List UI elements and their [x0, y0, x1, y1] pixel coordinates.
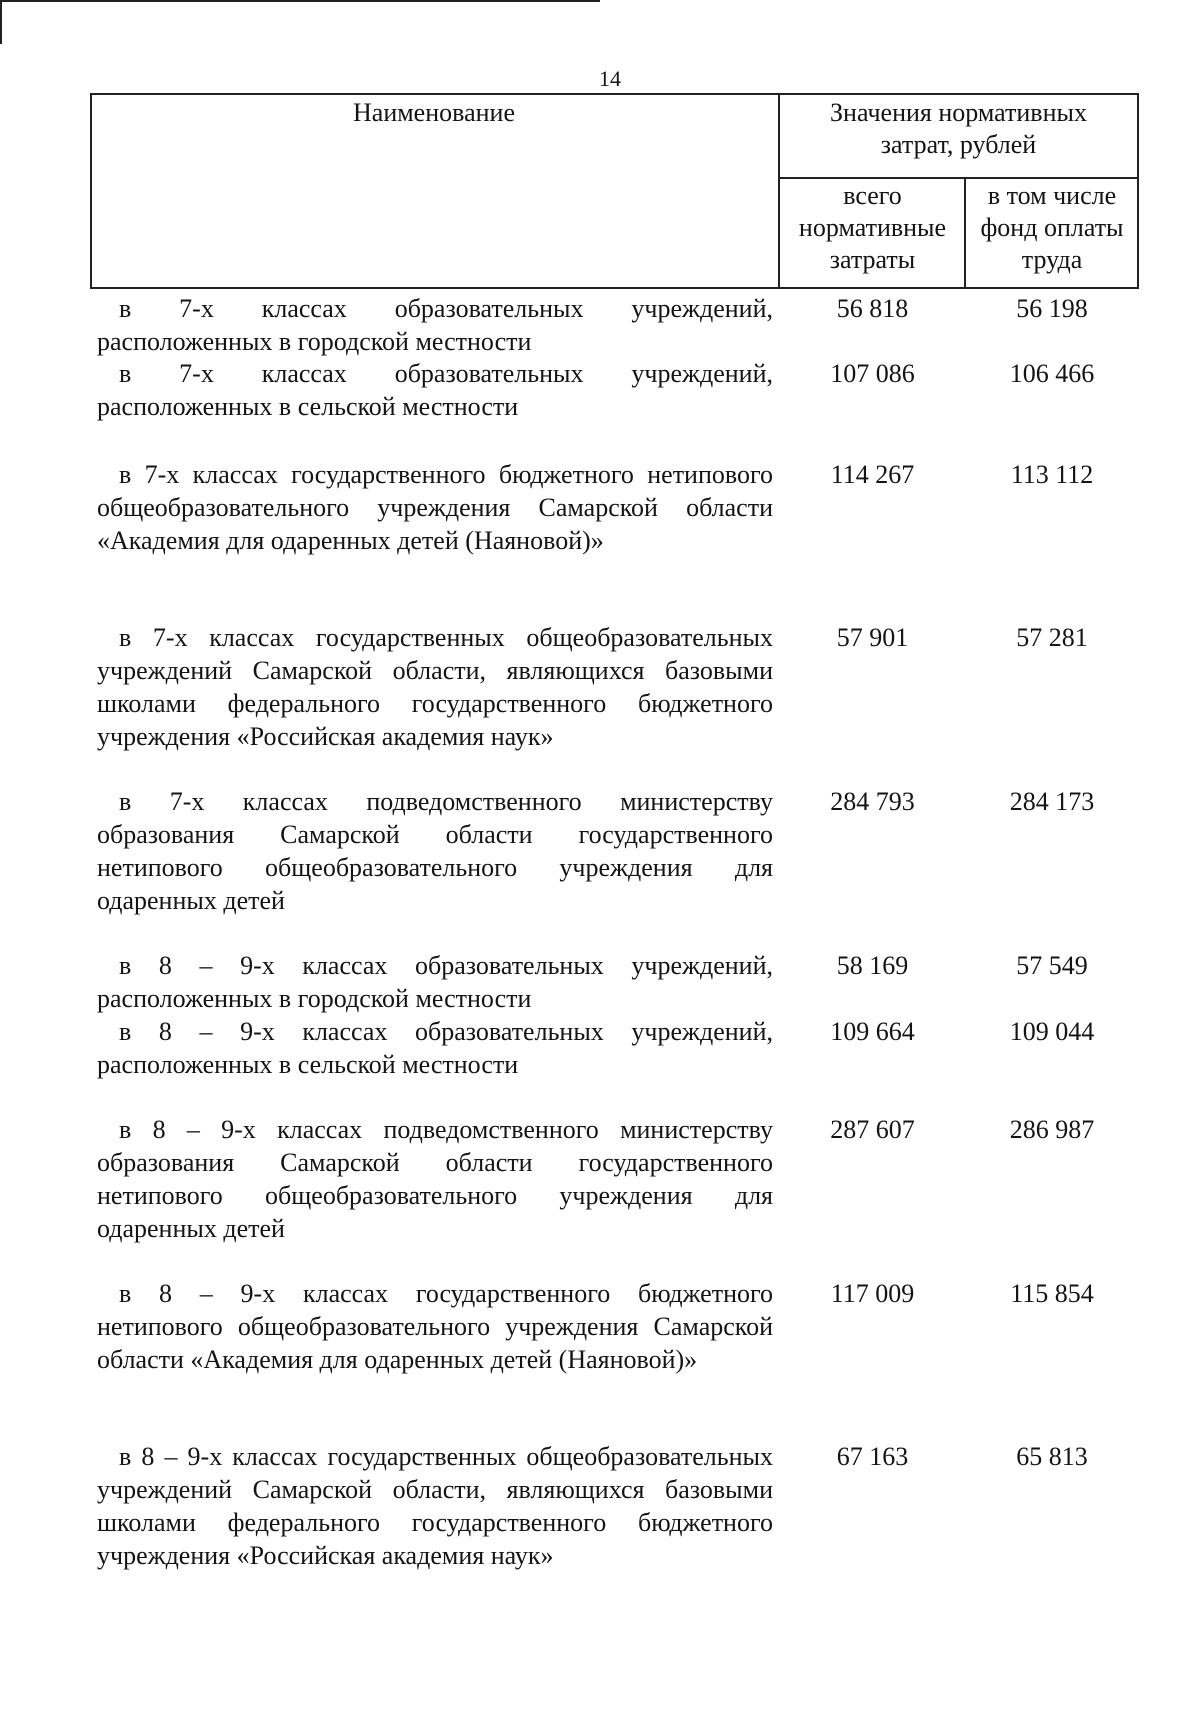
- scan-edge-left: [0, 0, 2, 44]
- row-6-total: 58 169: [836, 951, 909, 980]
- row-1-total: 56 818: [836, 294, 909, 323]
- row-9-total: 117 009: [830, 1279, 915, 1308]
- header-divider-name: [778, 93, 780, 289]
- row-3-total: 114 267: [830, 460, 915, 489]
- row-4-total: 57 901: [836, 623, 909, 652]
- row-7-wage-fund: 109 044: [1009, 1017, 1095, 1046]
- row-4-wage-fund: 57 281: [1016, 623, 1088, 652]
- row-2-wage-fund: 106 466: [1009, 359, 1095, 388]
- row-8-total: 287 607: [830, 1115, 915, 1144]
- row-7-total: 109 664: [830, 1017, 915, 1046]
- row-10-wage-fund: 65 813: [1016, 1442, 1088, 1471]
- row-7-name: в 8 – 9-х классах образовательных учреждений, расположенных в сельской местности: [97, 1017, 773, 1079]
- row-1-wage-fund: 56 198: [1016, 294, 1088, 323]
- row-10-total: 67 163: [836, 1442, 909, 1471]
- header-divider-subcols: [964, 177, 966, 289]
- row-6-wage-fund: 57 549: [1016, 951, 1088, 980]
- header-values-group: Значения нормативных затрат, рублей: [830, 98, 1087, 159]
- row-3-wage-fund: 113 112: [1010, 460, 1094, 489]
- row-9-wage-fund: 115 854: [1010, 1279, 1094, 1308]
- row-8-name: в 8 – 9-х классах подведомственного министерству образования Самарской области государственного нетипового общеобразовательного учреждения для одаренных детей: [97, 1115, 773, 1243]
- row-10-name: в 8 – 9-х классах государственных общеобразовательных учреждений Самарской области, являющихся базовыми школами федерального государственного бюджетного учреждения «Российская академия наук»: [97, 1442, 773, 1570]
- header-total-column: всего нормативные затраты: [798, 181, 947, 274]
- row-8-wage-fund: 286 987: [1009, 1115, 1095, 1144]
- row-5-total: 284 793: [830, 787, 915, 816]
- row-2-name: в 7-х классах образовательных учреждений, расположенных в сельской местности: [97, 359, 773, 421]
- header-divider-values: [778, 177, 1139, 179]
- scan-edge-top: [0, 0, 600, 2]
- row-2-total: 107 086: [830, 359, 915, 388]
- row-5-name: в 7-х классах подведомственного министерству образования Самарской области государственного нетипового общеобразовательного учреждения для одаренных детей: [97, 787, 773, 915]
- row-9-name: в 8 – 9-х классах государственного бюджетного нетипового общеобразовательного учреждения Самарской области «Академия для одаренных детей (Наяновой)»: [97, 1279, 773, 1374]
- page-number: 14: [599, 66, 621, 91]
- header-name-column: Наименование: [353, 98, 515, 127]
- header-wage-fund-column: в том числе фонд оплаты труда: [980, 181, 1124, 274]
- row-6-name: в 8 – 9-х классах образовательных учреждений, расположенных в городской местности: [97, 951, 773, 1013]
- row-3-name: в 7-х классах государственного бюджетного нетипового общеобразовательного учреждения Самарской области «Академия для одаренных детей (Наяновой)»: [97, 460, 773, 555]
- row-1-name: в 7-х классах образовательных учреждений, расположенных в городской местности: [97, 294, 773, 356]
- row-4-name: в 7-х классах государственных общеобразовательных учреждений Самарской области, являющихся базовыми школами федерального государственного бюджетного учреждения «Российская академия наук»: [97, 623, 773, 751]
- row-5-wage-fund: 284 173: [1009, 787, 1095, 816]
